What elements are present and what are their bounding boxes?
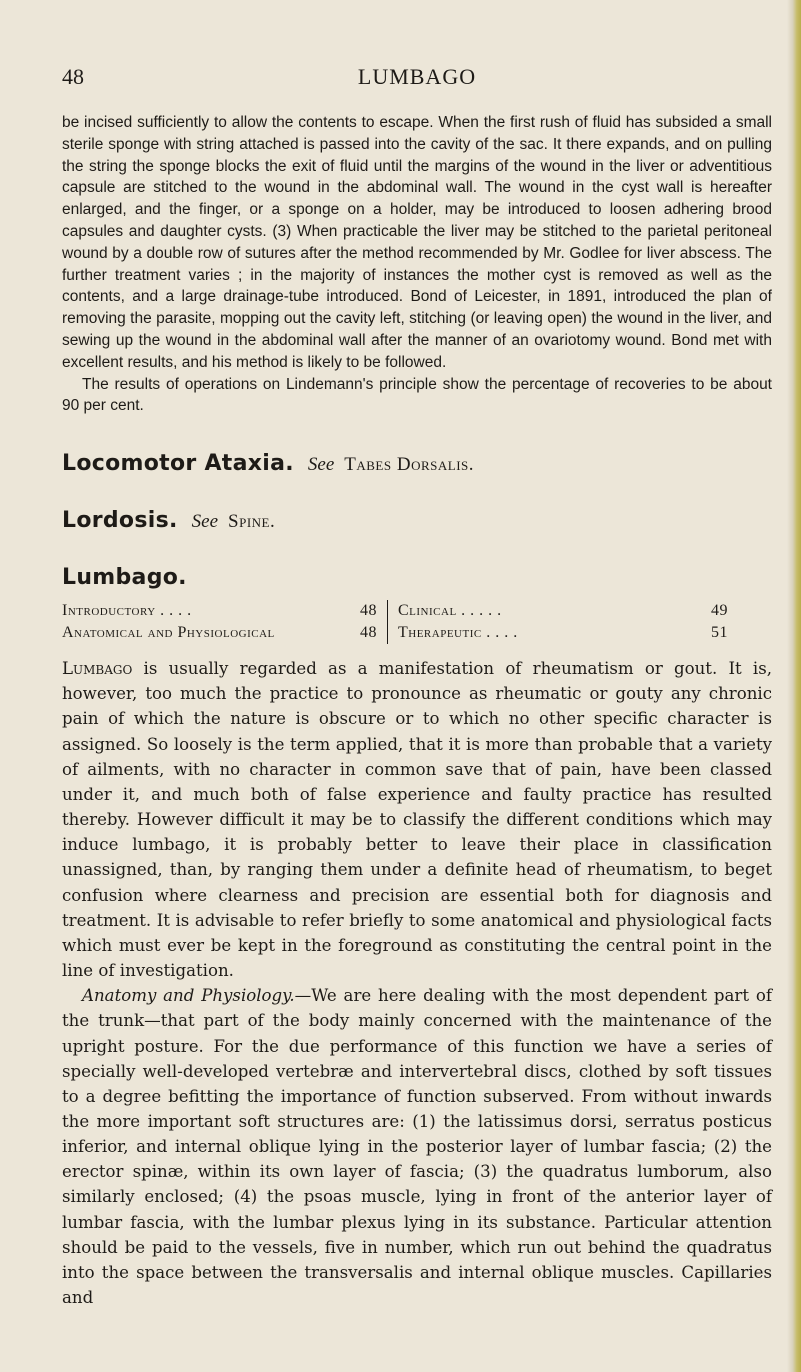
entry-head-lumbago: Lumbago. bbox=[62, 565, 187, 591]
entry-locomotor-ataxia bbox=[62, 451, 772, 476]
entry-head-lordosis: Lordosis. bbox=[62, 508, 178, 534]
hydatid-paragraph-2: The results of operations on Lindemann's principle show the percentage of recoveries to be about 90 per cent. bbox=[62, 375, 772, 415]
page-edge bbox=[787, 0, 801, 1372]
contents-label: Anatomical and Physiological bbox=[62, 624, 275, 642]
lumbago-body bbox=[62, 656, 772, 1310]
contents-column-left bbox=[62, 600, 388, 644]
subsection-heading: Anatomy and Physiology. bbox=[82, 986, 295, 1006]
contents-row bbox=[62, 622, 377, 644]
contents-label: Introductory . . . . bbox=[62, 602, 192, 620]
lumbago-paragraph-1 bbox=[62, 656, 772, 983]
contents-row bbox=[398, 622, 728, 644]
paragraph-text: is usually regarded as a manifestation of rheumatism or gout. It is, however, too much the practice to pronounce as rheumatic or gouty any chronic pain of which the nature is obscure or to which no other specific character is assigned. So loosely is the term applied, that it is more than probable that a variety of ailments, with no character in common save that of pain, have been classed under it, and much both of false experience and faulty practice has resulted thereby. However difficult it may be to classify the different conditions which may induce lumbago, it is probably better to leave their place in classification unassigned, than, by ranging them under a definite head of rheumatism, to beget confusion where clearness and precision are essential both for diagnosis and treatment. It is advisable to refer briefly to some anatomical and physiological facts which must ever be kept in the foreground as constituting the central point in the line of investigation. bbox=[62, 659, 772, 981]
contents-page: 51 bbox=[711, 624, 728, 642]
contents-row bbox=[398, 600, 728, 622]
book-page bbox=[62, 60, 772, 1310]
entry-lumbago bbox=[62, 565, 772, 590]
see-label: See bbox=[191, 511, 219, 533]
running-head: LUMBAGO bbox=[357, 64, 477, 89]
lumbago-paragraph-2 bbox=[62, 983, 772, 1310]
cross-reference: Spine. bbox=[228, 511, 276, 533]
page-number: 48 bbox=[62, 64, 84, 89]
entry-lordosis bbox=[62, 508, 772, 533]
see-label: See bbox=[307, 454, 335, 476]
contents-column-right bbox=[388, 600, 728, 644]
entry-head-locomotor: Locomotor Ataxia. bbox=[62, 451, 294, 477]
paragraph-text: —We are here dealing with the most dependent part of the trunk—that part of the body mainly concerned with the maintenance of the upright posture. For the due performance of this function we have a series of specially well-developed vertebræ and intervertebral discs, clothed by soft tissues to a degree befitting the importance of function subserved. From without inwards the more important soft structures are: (1) the latissimus dorsi, serratus posticus inferior, and internal oblique lying in the posterior layer of lumbar fascia; (2) the erector spinæ, within its own layer of fascia; (3) the quadratus lumborum, also similarly enclosed; (4) the psoas muscle, lying in front of the anterior layer of lumbar fascia, with the lumbar plexus lying in its substance. Particular attention should be paid to the vessels, five in number, which run out behind the quadratus into the space between the transversalis and internal oblique muscles. Capillaries and bbox=[62, 986, 772, 1308]
contents-page: 49 bbox=[711, 602, 728, 620]
contents-page: 48 bbox=[360, 602, 377, 620]
hydatid-section bbox=[62, 112, 772, 417]
contents-label: Therapeutic . . . . bbox=[398, 624, 518, 642]
lead-word: Lumbago bbox=[62, 659, 133, 679]
page-header bbox=[62, 60, 772, 96]
contents-label: Clinical . . . . . bbox=[398, 602, 502, 620]
section-contents bbox=[62, 600, 772, 644]
cross-reference: Tabes Dorsalis. bbox=[344, 454, 474, 476]
contents-page: 48 bbox=[360, 624, 377, 642]
hydatid-paragraph-1: be incised sufficiently to allow the contents to escape. When the first rush of fluid has subsided a small sterile sponge with string attached is passed into the cavity of the sac. It there expands, and on pulling the string the sponge blocks the exit of fluid until the margins of the wound in the liver or adventitious capsule are stitched to the wound in the abdominal wall. The wound in the cyst wall is hereafter enlarged, and the finger, or a sponge on a holder, may be introduced to loosen adhering brood capsules and daughter cysts. (3) When practicable the liver may be stitched to the parietal peritoneal wound by a double row of sutures after the method recommended by Mr. Godlee for liver abscess. The further treatment varies ; in the majority of instances the mother cyst is removed as well as the contents, and a large drainage-tube introduced. Bond of Leicester, in 1891, introduced the plan of removing the parasite, mopping out the cavity left, stitching (or leaving open) the wound in the liver, and sewing up the wound in the abdominal wall after the manner of an ovariotomy wound. Bond met with excellent results, and his method is likely to be followed. bbox=[62, 114, 772, 371]
contents-row bbox=[62, 600, 377, 622]
